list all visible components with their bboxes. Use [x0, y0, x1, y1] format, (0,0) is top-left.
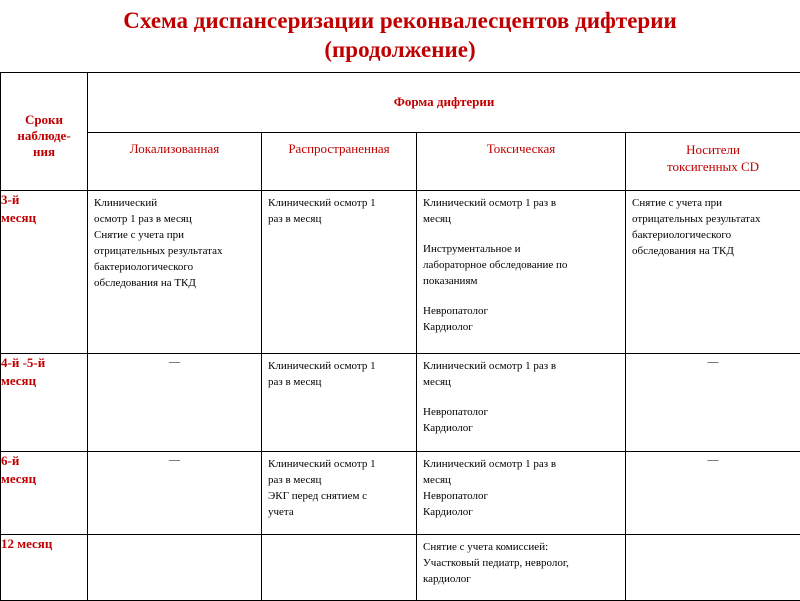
cell-line: показаниям	[423, 273, 619, 289]
row-period-line: месяц	[1, 372, 87, 390]
cell-line: Клинический осмотр 1 раз в	[423, 358, 619, 374]
table-row	[1, 535, 800, 601]
cell-line: обследования на ТКД	[632, 243, 794, 259]
cell-line: кардиолог	[423, 571, 619, 587]
cell-line: обследования на ТКД	[94, 275, 255, 291]
cell-line: лабораторное обследование по	[423, 257, 619, 273]
row-period-line: месяц	[1, 470, 87, 488]
title-line-1: Схема диспансеризации реконвалесцентов дифтерии	[0, 6, 800, 35]
cell-line: месяц	[423, 211, 619, 227]
cell-carriers: —	[626, 452, 800, 535]
cell-line: месяц	[423, 374, 619, 390]
header-form	[88, 73, 800, 133]
row-period-line: 12 месяц	[1, 535, 87, 553]
cell-spread	[262, 452, 417, 535]
cell-line: учета	[268, 504, 410, 520]
cell-spread	[262, 535, 417, 601]
cell-line: Кардиолог	[423, 420, 619, 436]
cell-spacer	[423, 227, 619, 241]
cell-carriers: —	[626, 354, 800, 452]
cell-toxic	[417, 191, 626, 354]
cell-spread	[262, 191, 417, 354]
row-period	[1, 354, 88, 452]
cell-localized	[88, 535, 262, 601]
row-period-line: 4-й -5-й	[1, 354, 87, 372]
header-form-label: Форма дифтерии	[394, 94, 495, 109]
header-period-line: наблюде-	[1, 128, 87, 144]
header-spread	[262, 133, 417, 191]
header-toxic	[417, 133, 626, 191]
cell-line: Снятие с учета комиссией:	[423, 539, 619, 555]
cell-line: Клинический осмотр 1 раз в	[423, 456, 619, 472]
cell-line: бактериологического	[632, 227, 794, 243]
cell-line: бактериологического	[94, 259, 255, 275]
cell-line: Участковый педиатр, невролог,	[423, 555, 619, 571]
cell-localized: —	[88, 452, 262, 535]
cell-carriers	[626, 535, 800, 601]
row-period-line: месяц	[1, 209, 87, 227]
cell-line: Клинический осмотр 1	[268, 195, 410, 211]
cell-line: Снятие с учета при	[94, 227, 255, 243]
header-carriers-line: токсигенных CD	[626, 158, 800, 175]
header-carriers-line: Носители	[626, 141, 800, 158]
cell-line: Невропатолог	[423, 303, 619, 319]
cell-spacer	[423, 390, 619, 404]
header-localized	[88, 133, 262, 191]
header-localized-label: Локализованная	[130, 141, 219, 156]
row-period-line: 6-й	[1, 452, 87, 470]
table-row	[1, 354, 800, 452]
header-period-line: Сроки	[1, 112, 87, 128]
header-period-line: ния	[1, 144, 87, 160]
cell-line: раз в месяц	[268, 211, 410, 227]
cell-line: отрицательных результатах	[94, 243, 255, 259]
cell-line: Клинический осмотр 1 раз в	[423, 195, 619, 211]
cell-line: Снятие с учета при	[632, 195, 794, 211]
cell-line: Кардиолог	[423, 319, 619, 335]
cell-line: месяц	[423, 472, 619, 488]
cell-line: Невропатолог	[423, 404, 619, 420]
cell-line: Невропатолог	[423, 488, 619, 504]
cell-line: осмотр 1 раз в месяц	[94, 211, 255, 227]
header-period	[1, 73, 88, 191]
cell-line: Клинический	[94, 195, 255, 211]
dispensary-schedule-table	[0, 72, 800, 601]
cell-line: раз в месяц	[268, 472, 410, 488]
cell-carriers	[626, 191, 800, 354]
row-period	[1, 191, 88, 354]
header-row	[1, 73, 800, 133]
cell-localized	[88, 191, 262, 354]
header-toxic-label: Токсическая	[487, 141, 555, 156]
row-period	[1, 535, 88, 601]
cell-line: Клинический осмотр 1	[268, 358, 410, 374]
header-spread-label: Распространенная	[288, 141, 389, 156]
row-period	[1, 452, 88, 535]
cell-line: раз в месяц	[268, 374, 410, 390]
cell-spacer	[423, 289, 619, 303]
subheader-row	[1, 133, 800, 191]
title-line-2: (продолжение)	[0, 35, 800, 64]
cell-localized: —	[88, 354, 262, 452]
cell-spread	[262, 354, 417, 452]
cell-line: Инструментальное и	[423, 241, 619, 257]
cell-line: Клинический осмотр 1	[268, 456, 410, 472]
cell-line: Кардиолог	[423, 504, 619, 520]
row-period-line: 3-й	[1, 191, 87, 209]
cell-line: отрицательных результатах	[632, 211, 794, 227]
header-carriers	[626, 133, 800, 191]
table-row	[1, 452, 800, 535]
table-row	[1, 191, 800, 354]
cell-toxic	[417, 354, 626, 452]
cell-line: ЭКГ перед снятием с	[268, 488, 410, 504]
cell-toxic	[417, 452, 626, 535]
cell-toxic	[417, 535, 626, 601]
page-title	[0, 6, 800, 64]
